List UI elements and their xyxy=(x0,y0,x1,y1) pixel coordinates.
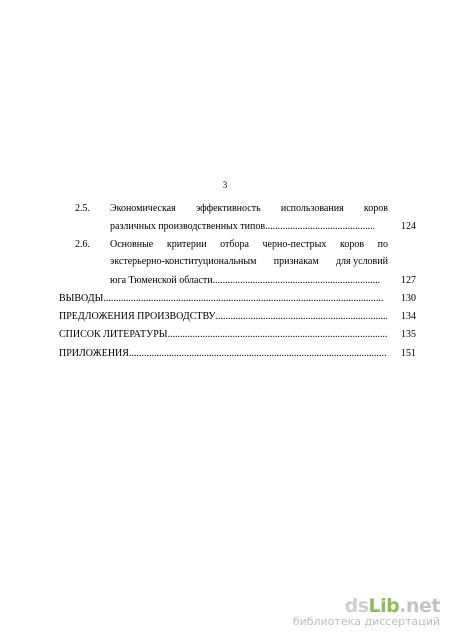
toc-entry-line xyxy=(110,275,380,287)
watermark xyxy=(293,595,440,628)
toc-entry-text: различных производственных типов xyxy=(110,221,266,232)
toc-page-number: 130 xyxy=(401,293,416,304)
watermark-brand-net: .net xyxy=(399,595,440,617)
toc-word: Экономическая xyxy=(110,203,176,214)
toc-entry-number: 2.5. xyxy=(75,203,90,214)
toc-section-title: ПРИЛОЖЕНИЯ xyxy=(59,348,129,359)
toc-word: отбора xyxy=(220,239,249,250)
toc-entry-number: 2.6. xyxy=(75,239,90,250)
watermark-logo xyxy=(293,595,440,617)
toc-page-number: 124 xyxy=(401,221,416,232)
toc-page-number: 135 xyxy=(401,329,416,340)
toc-word: для условий xyxy=(335,256,388,267)
toc-word: экстерьерно-конституциональным xyxy=(110,256,257,267)
toc-word: Основные xyxy=(110,239,154,250)
toc-section-line xyxy=(59,293,384,305)
toc-word: коров xyxy=(363,203,388,214)
watermark-brand-lib: Lib xyxy=(368,595,400,617)
dot-leader xyxy=(168,329,388,341)
toc-word: коров xyxy=(339,239,365,250)
toc-word: признакам xyxy=(273,256,319,267)
toc-word: использования xyxy=(280,203,344,214)
toc-section-title: ПРЕДЛОЖЕНИЯ ПРОИЗВОДСТВУ xyxy=(59,311,216,322)
toc-entry-line xyxy=(110,239,388,251)
dot-leader xyxy=(215,311,387,323)
toc-section-title: СПИСОК ЛИТЕРАТУРЫ xyxy=(59,329,168,340)
watermark-brand-ds: ds xyxy=(344,595,369,617)
toc-page-number: 127 xyxy=(401,275,416,286)
toc-page-number: 151 xyxy=(401,348,416,359)
toc-word: критерии xyxy=(166,239,207,250)
toc-section-line xyxy=(59,348,387,360)
page-number: 3 xyxy=(222,180,228,190)
watermark-subtitle: библиотека диссертаций xyxy=(292,615,440,628)
dot-leader xyxy=(103,293,384,305)
toc-entry-line xyxy=(110,221,374,233)
toc-entry-text: юга Тюменской области xyxy=(110,275,213,286)
toc-section-line xyxy=(59,311,387,323)
dot-leader xyxy=(129,348,387,360)
toc-word: по xyxy=(377,239,388,250)
toc-section-title: ВЫВОДЫ xyxy=(59,293,104,304)
dot-leader xyxy=(213,275,380,287)
toc-entry-line xyxy=(110,256,388,268)
toc-page-number: 134 xyxy=(401,311,416,322)
dot-leader xyxy=(265,221,374,233)
toc-entry-line xyxy=(110,203,388,215)
toc-word: эффективность xyxy=(195,203,261,214)
toc-section-line xyxy=(59,329,387,341)
toc-word: черно-пестрых xyxy=(262,239,327,250)
